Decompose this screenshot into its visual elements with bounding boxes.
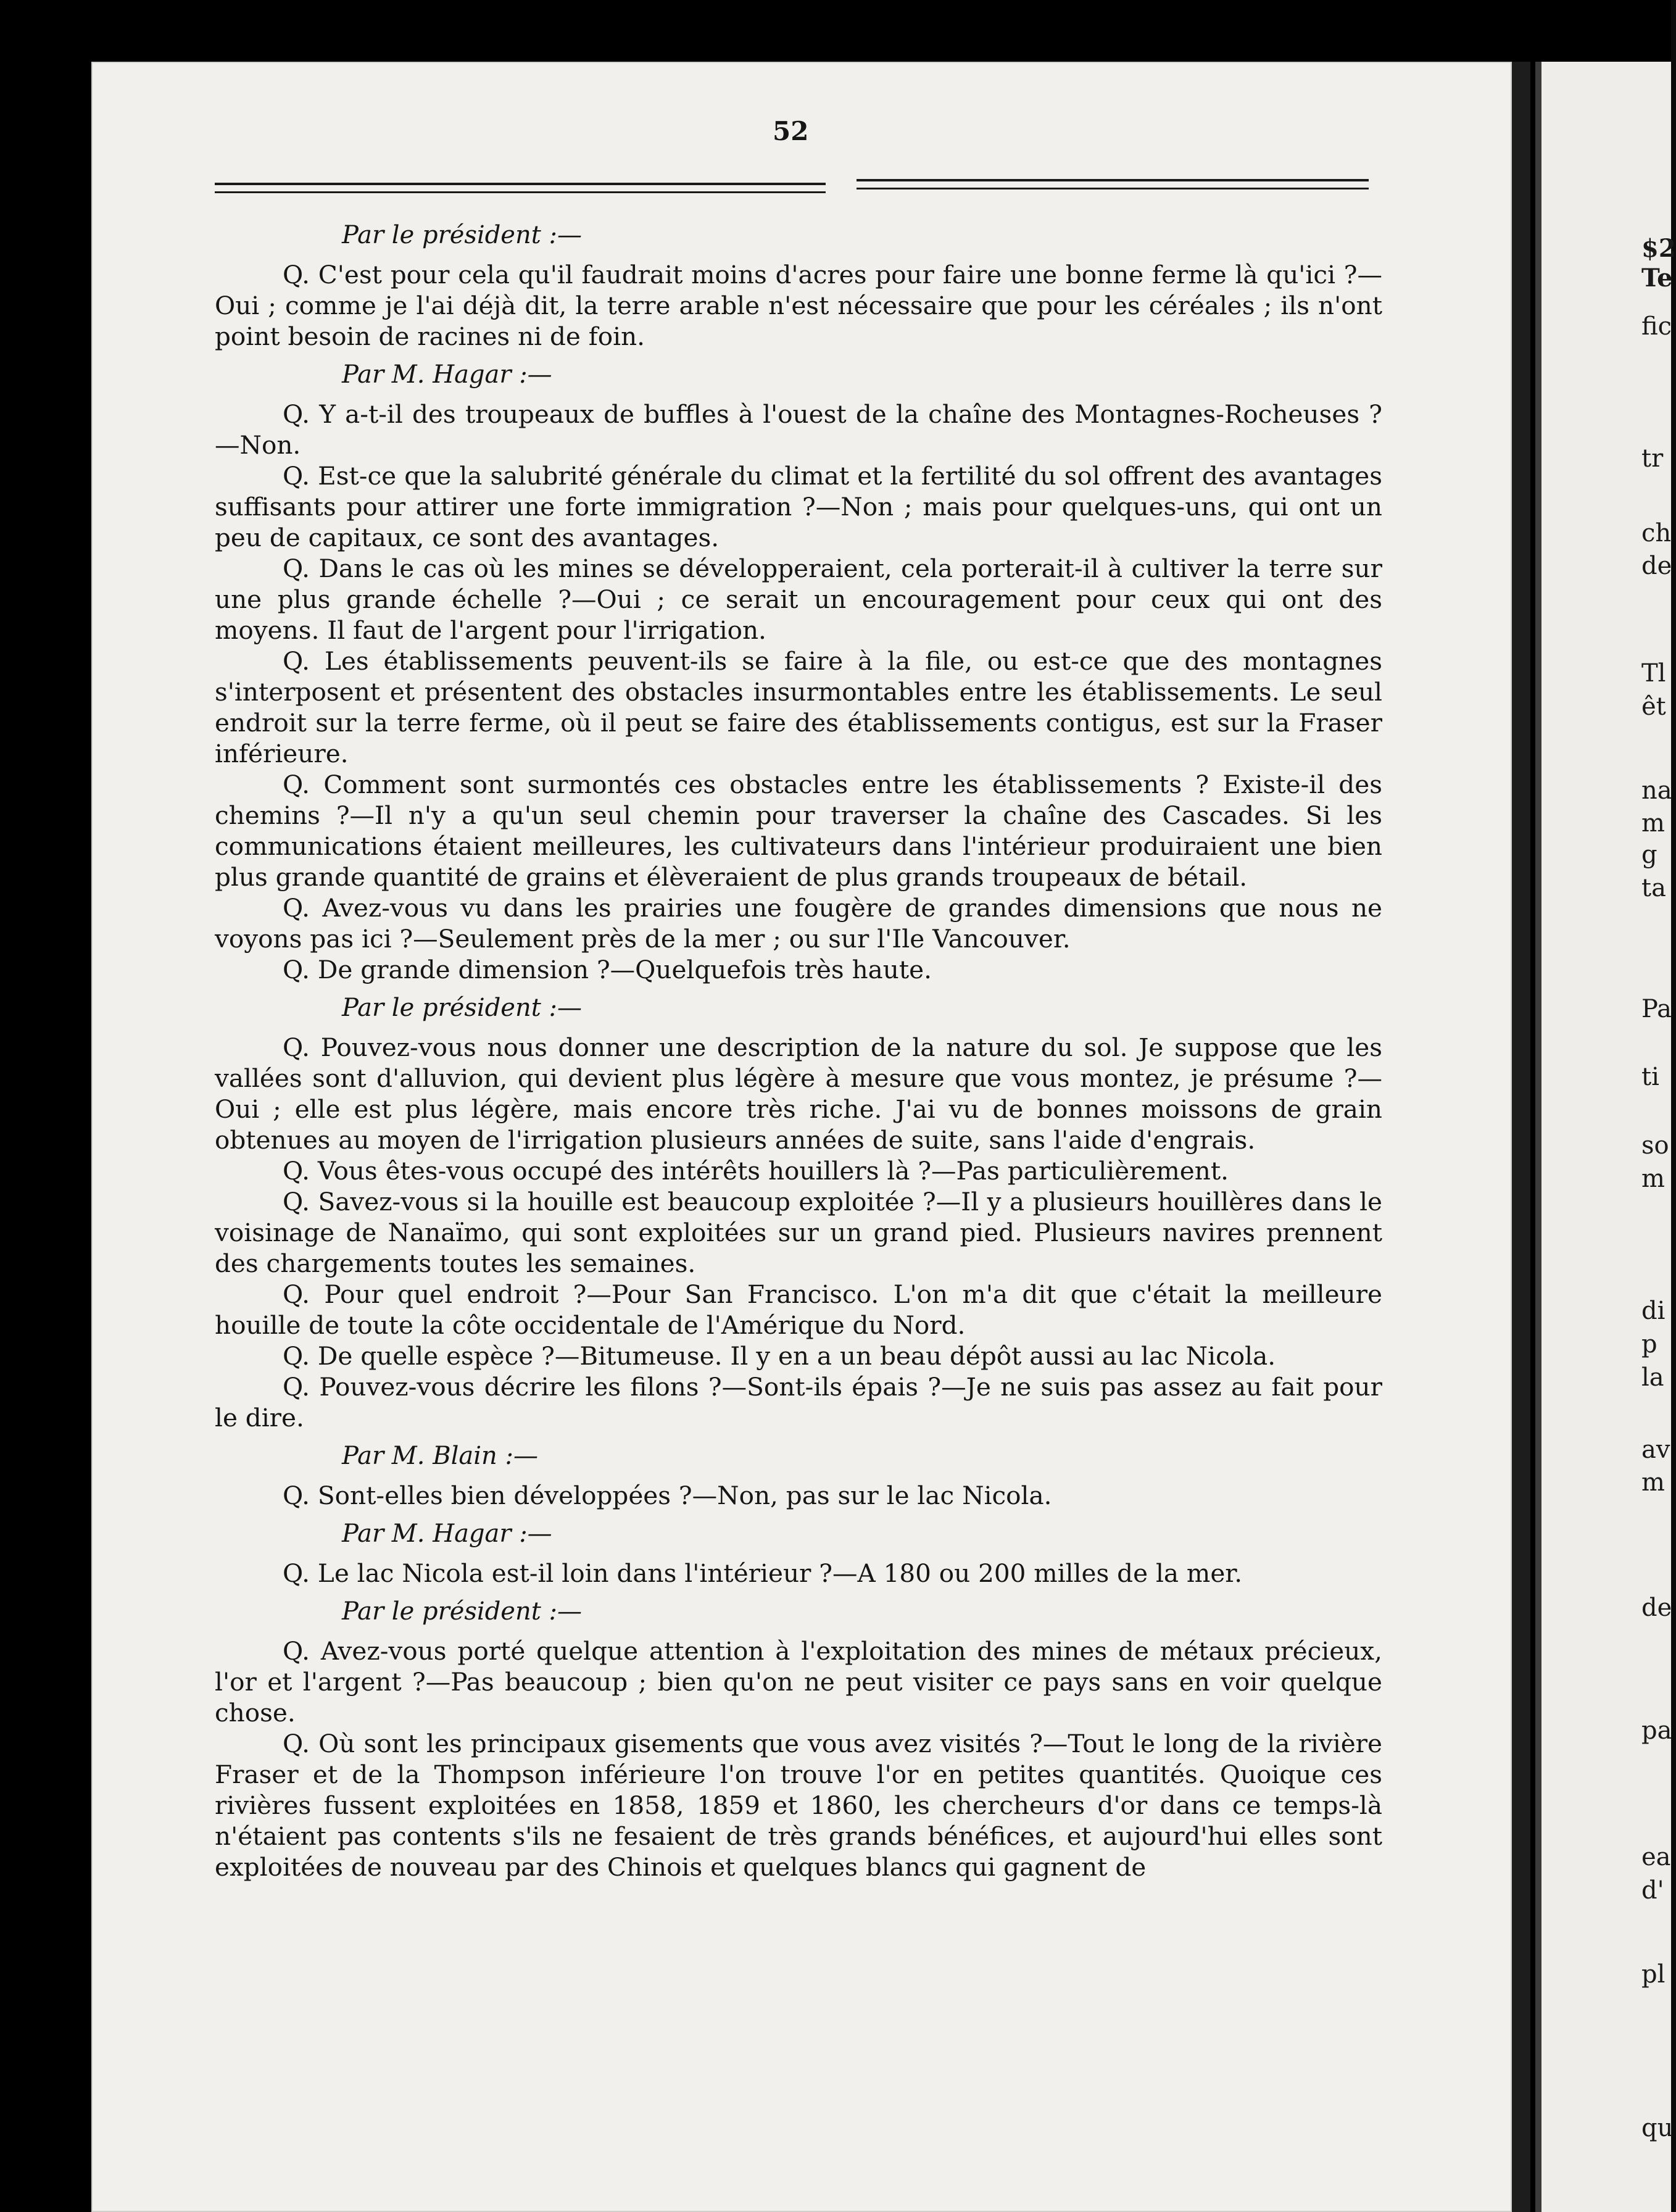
question-paragraph: Q. Dans le cas où les mines se développeraient, cela porterait-il à cultiver la terre sur une plus grande échelle ?—Oui ; ce serait un encouragement pour ceux qui ont des moyens. Il faut de l'argent pour l'irrigation. — [215, 554, 1382, 645]
facing-page-fragment: de — [1641, 552, 1672, 581]
header-rule — [857, 179, 1369, 181]
question-paragraph: Q. Avez-vous vu dans les prairies une fougère de grandes dimensions que nous ne voyons pas ici ?—Seulement près de la mer ; ou sur l'Ile Vancouver. — [215, 893, 1382, 954]
question-paragraph: Q. Le lac Nicola est-il loin dans l'intérieur ?—A 180 ou 200 milles de la mer. — [283, 1558, 1243, 1588]
page-gutter — [1512, 62, 1530, 2212]
facing-page-fragment: Te — [1641, 263, 1673, 293]
question-paragraph: Q. Pour quel endroit ?—Pour San Francisco. L'on m'a dit que c'était la meilleure houille de toute la côte occidentale de l'Amérique du Nord. — [215, 1279, 1382, 1340]
facing-page-fragment: tr — [1641, 444, 1664, 473]
speaker-heading: Par M. Hagar :— — [342, 360, 552, 389]
facing-page-fragment: de — [1641, 1593, 1672, 1622]
facing-page-fragment: m — [1641, 809, 1665, 838]
speaker-heading: Par le président :— — [342, 994, 583, 1022]
question-paragraph: Q. De grande dimension ?—Quelquefois très haute. — [283, 955, 932, 984]
facing-page-fragment: qu — [1641, 2114, 1674, 2143]
facing-page-fragment: ti — [1641, 1063, 1659, 1092]
facing-page-fragment: m — [1641, 1468, 1665, 1497]
facing-page-fragment: p — [1641, 1330, 1657, 1359]
speaker-heading: Par le président :— — [342, 1597, 583, 1626]
question-paragraph: Q. C'est pour cela qu'il faudrait moins d'acres pour faire une bonne ferme là qu'ici ?—Oui ; comme je l'ai déjà dit, la terre arable n'est nécessaire que pour les céréales ; ils n'ont point besoin de racines ni de foin. — [215, 260, 1382, 351]
speaker-heading: Par M. Blain :— — [342, 1442, 538, 1470]
question-paragraph: Q. Sont-elles bien développées ?—Non, pas sur le lac Nicola. — [283, 1481, 1052, 1510]
facing-page-fragment: ea — [1641, 1843, 1671, 1872]
question-paragraph: Q. Vous êtes-vous occupé des intérêts houillers là ?—Pas particulièrement. — [283, 1156, 1229, 1186]
facing-page-fragment: m — [1641, 1164, 1665, 1193]
facing-page-fragment: pl — [1641, 1960, 1666, 1989]
question-paragraph: Q. Avez-vous porté quelque attention à l'exploitation des mines de métaux précieux, l'or et l'argent ?—Pas beaucoup ; bien qu'on ne peut visiter ce pays sans en voir quelque chose. — [215, 1636, 1382, 1728]
facing-page-fragment: pa — [1641, 1716, 1672, 1745]
question-paragraph: Q. Est-ce que la salubrité générale du climat et la fertilité du sol offrent des avantages suffisants pour attirer une forte immigration ?—Non ; mais pour quelques-uns, qui ont un peu de capitaux, ce sont des avantages. — [215, 461, 1382, 552]
question-paragraph: Q. Où sont les principaux gisements que vous avez visités ?—Tout le long de la rivière Fraser et de la Thompson inférieure l'on trouve l'or en petites quantités. Quoique ces rivières fussent exploitées en 1858, 1859 et 1860, les chercheurs d'or dans ce temps-là n'étaient pas contents s'ils ne fesaient de très grands bénéfices, et aujourd'hui elles sont exploitées de nouveau par des Chinois et quelques blancs qui gagnent de — [215, 1729, 1382, 1882]
question-paragraph: Q. Y a-t-il des troupeaux de buffles à l'ouest de la chaîne des Montagnes-Rocheuses ?—Non. — [215, 399, 1382, 460]
facing-page-fragment: ta — [1641, 873, 1666, 902]
question-paragraph: Q. De quelle espèce ?—Bitumeuse. Il y en a un beau dépôt aussi au lac Nicola. — [283, 1341, 1276, 1371]
facing-page-fragment: Tl — [1641, 659, 1666, 688]
facing-page-fragment: la — [1641, 1363, 1664, 1392]
speaker-heading: Par le président :— — [342, 221, 583, 249]
question-paragraph: Q. Pouvez-vous décrire les filons ?—Sont-ils épais ?—Je ne suis pas assez au fait pour le dire. — [215, 1372, 1382, 1432]
facing-page-fragment: di — [1641, 1297, 1666, 1326]
facing-page-fragment: êt — [1641, 692, 1666, 721]
question-paragraph: Q. Comment sont surmontés ces obstacles entre les établissements ? Existe-il des chemins ?—Il n'y a qu'un seul chemin pour traverser la chaîne des Cascades. Si les communications étaient meilleures, les cultivateurs dans l'intérieur produiraient une bien plus grande quantité de grains et élèveraient de plus grands troupeaux de bétail. — [215, 770, 1382, 892]
speaker-heading: Par M. Hagar :— — [342, 1520, 552, 1548]
facing-page-fragment: ch — [1641, 518, 1672, 547]
facing-page-fragment: d' — [1641, 1876, 1664, 1905]
facing-page-fragment: Pa — [1641, 994, 1672, 1023]
facing-page-fragment: so — [1641, 1131, 1669, 1160]
facing-page-fragment: fic — [1641, 312, 1672, 341]
binding-spine — [1535, 62, 1541, 2212]
page-body — [215, 220, 1382, 1882]
facing-page-fragment: av — [1641, 1435, 1670, 1464]
page-number: 52 — [773, 116, 809, 146]
header-rule — [215, 191, 826, 193]
question-paragraph: Q. Les établissements peuvent-ils se faire à la file, ou est-ce que des montagnes s'interposent et présentent des obstacles insurmontables entre les établissements. Le seul endroit sur la terre ferme, où il peut se faire des établissements contigus, est sur la Fraser inférieure. — [215, 646, 1382, 768]
facing-page-fragment: g — [1641, 840, 1657, 869]
facing-page-fragment: $2 — [1641, 234, 1676, 264]
question-paragraph: Q. Savez-vous si la houille est beaucoup exploitée ?—Il y a plusieurs houillères dans le voisinage de Nanaïmo, qui sont exploitées sur un grand pied. Plusieurs navires prennent des chargements toutes les semaines. — [215, 1187, 1382, 1278]
facing-page-fragment: na — [1641, 776, 1672, 805]
header-rule — [215, 183, 826, 185]
header-rule — [857, 188, 1369, 189]
question-paragraph: Q. Pouvez-vous nous donner une description de la nature du sol. Je suppose que les vallées sont d'alluvion, qui devient plus légère à mesure que vous montez, je présume ?—Oui ; elle est plus légère, mais encore très riche. J'ai vu de bonnes moissons de grain obtenues au moyen de l'irrigation plusieurs années de suite, sans l'aide d'engrais. — [215, 1033, 1382, 1155]
